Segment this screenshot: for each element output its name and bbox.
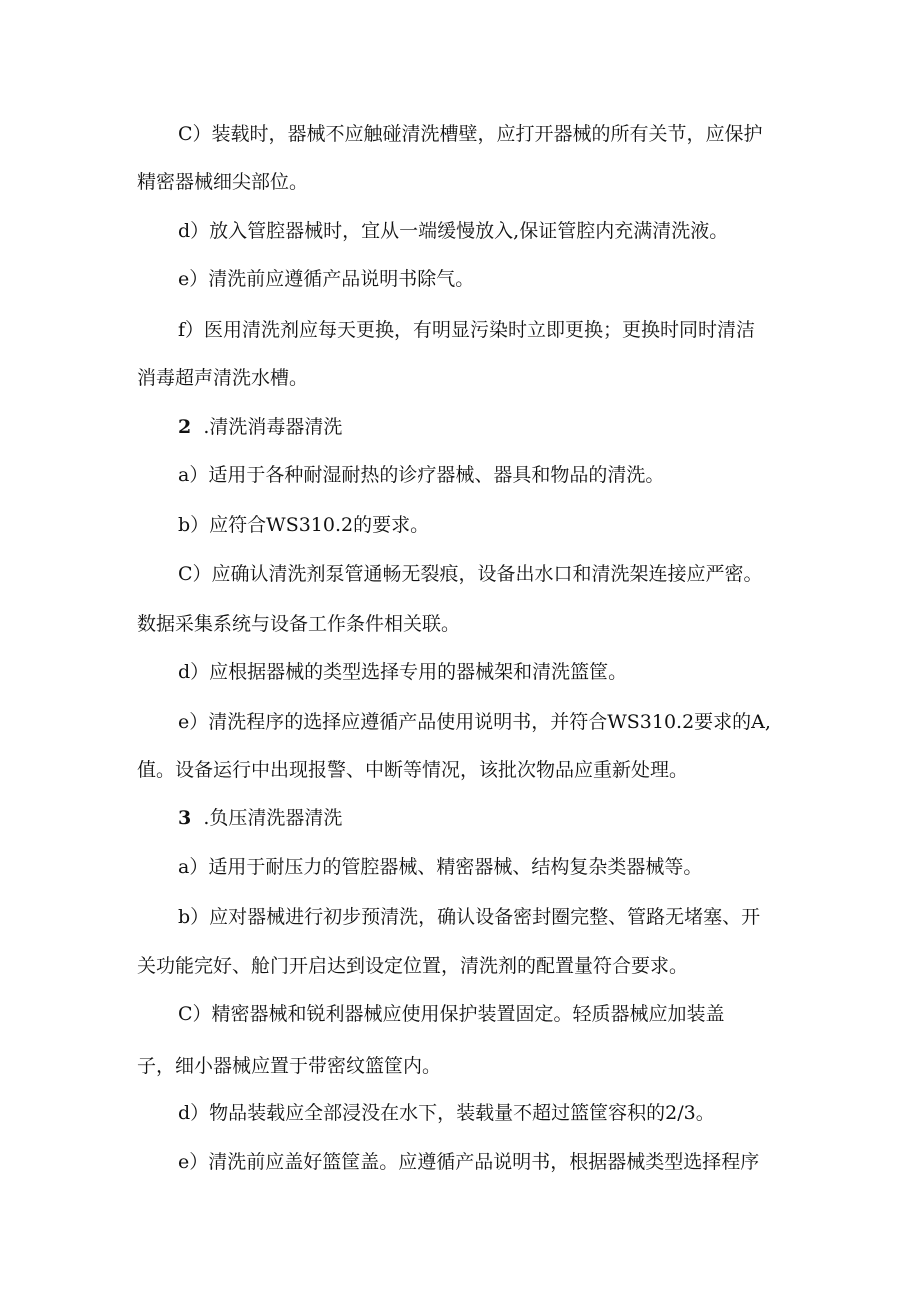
paragraph-line: 消毒超声清洗水槽。: [137, 367, 309, 389]
paragraph-line: b）应符合WS310.2的要求。: [178, 514, 430, 536]
section-number: 2: [178, 416, 192, 438]
paragraph-line: b）应对器械进行初步预清洗，确认设备密封圈完整、管路无堵塞、开: [178, 906, 761, 928]
section-title: .负压清洗器清洗: [203, 807, 343, 829]
paragraph-line: d）放入管腔器械时，宜从一端缓慢放入,保证管腔内充满清洗液。: [178, 220, 729, 242]
paragraph-line: 数据采集系统与设备工作条件相关联。: [137, 613, 461, 635]
paragraph-line: 值。设备运行中出现报警、中断等情况，该批次物品应重新处理。: [137, 759, 689, 781]
paragraph-line: a）适用于耐压力的管腔器械、精密器械、结构复杂类器械等。: [178, 856, 703, 878]
paragraph-line: e）清洗程序的选择应遵循产品使用说明书，并符合WS310.2要求的A,: [178, 711, 771, 733]
paragraph-line: e）清洗前应遵循产品说明书除气。: [178, 268, 475, 290]
paragraph-line: e）清洗前应盖好篮筐盖。应遵循产品说明书，根据器械类型选择程序: [178, 1151, 760, 1173]
paragraph-line: a）适用于各种耐湿耐热的诊疗器械、器具和物品的清洗。: [178, 464, 665, 486]
section-number: 3: [178, 807, 192, 829]
paragraph-line: 精密器械细尖部位。: [137, 171, 309, 193]
section-title: .清洗消毒器清洗: [203, 416, 343, 438]
section-heading: [178, 415, 342, 439]
paragraph-line: d）物品装载应全部浸没在水下，装载量不超过篮筐容积的2/3。: [178, 1102, 715, 1124]
section-heading: [178, 806, 342, 830]
paragraph-line: d）应根据器械的类型选择专用的器械架和清洗篮筐。: [178, 661, 628, 683]
paragraph-line: C）装载时，器械不应触碰清洗槽壁，应打开器械的所有关节，应保护: [178, 123, 763, 145]
paragraph-line: f）医用清洗剂应每天更换，有明显污染时立即更换；更换时同时清洁: [178, 319, 756, 341]
paragraph-line: 关功能完好、舱门开启达到设定位置，清洗剂的配置量符合要求。: [137, 955, 689, 977]
paragraph-line: 子，细小器械应置于带密纹篮筐内。: [137, 1055, 442, 1077]
paragraph-line: C）应确认清洗剂泵管通畅无裂痕，设备出水口和清洗架连接应严密。: [178, 563, 763, 585]
paragraph-line: C）精密器械和锐利器械应使用保护装置固定。轻质器械应加装盖: [178, 1003, 725, 1025]
